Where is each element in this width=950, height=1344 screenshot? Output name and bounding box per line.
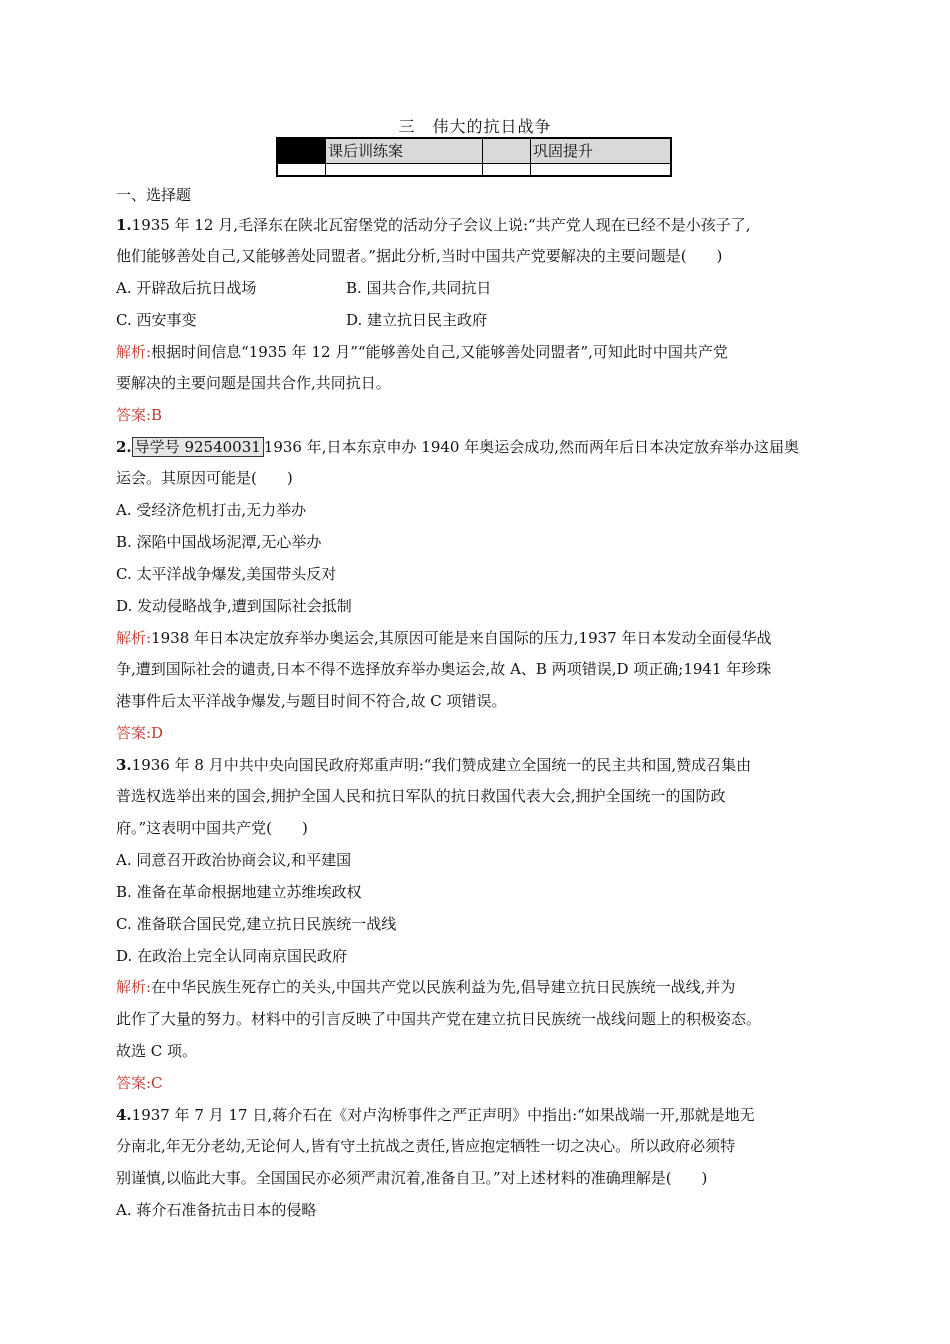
guide-number-link[interactable]: 导学号 92540031 [132, 437, 264, 457]
analysis-text: 根据时间信息“1935 年 12 月”“能够善处自己,又能够善处同盟者”,可知此时中国共产党 [151, 343, 728, 361]
question-number: 3. [116, 756, 132, 774]
analysis-label: 解析: [116, 629, 152, 647]
empty-cell [531, 164, 670, 175]
question-stem: 1936 年,日本东京申办 1940 年奥运会成功,然而两年后日本决定放弃举办这届奥 [263, 438, 799, 456]
answer: 答案:D [116, 724, 164, 742]
analysis-text: 1938 年日本决定放弃举办奥运会,其原因可能是来自国际的压力,1937 年日本发动全面侵华战 [151, 629, 772, 647]
analysis-text: 此作了大量的努力。材料中的引言反映了中国共产党在建立抗日民族统一战线问题上的积极姿态。 [116, 1010, 762, 1028]
option-d: D. 建立抗日民主政府 [346, 311, 488, 329]
option-a: A. 蒋介石准备抗击日本的侵略 [116, 1201, 317, 1219]
question-stem: 普选权选举出来的国会,拥护全国人民和抗日军队的抗日救国代表大会,拥护全国统一的国防政 [116, 787, 726, 805]
section-heading: 一、选择题 [116, 186, 192, 204]
header-table [276, 137, 672, 177]
option-c: C. 准备联合国民党,建立抗日民族统一战线 [116, 915, 397, 933]
option-b: B. 准备在革命根据地建立苏维埃政权 [116, 883, 362, 901]
question-stem: 别谨慎,以临此大事。全国国民亦必须严肃沉着,准备自卫。”对上述材料的准确理解是( ) [116, 1169, 708, 1187]
analysis-text: 港事件后太平洋战争爆发,与题目时间不符合,故 C 项错误。 [116, 692, 507, 710]
option-a: A. 同意召开政治协商会议,和平建国 [116, 851, 352, 869]
question-stem: 他们能够善处自己,又能够善处同盟者。”据此分析,当时中国共产党要解决的主要问题是( ) [116, 247, 723, 265]
header-consolidate-cell: 巩固提升 [533, 142, 594, 160]
question-stem: 分南北,年无分老幼,无论何人,皆有守土抗战之责任,皆应抱定牺牲一切之决心。所以政府必须特 [116, 1137, 736, 1155]
option-c: C. 西安事变 [116, 311, 197, 329]
question-number: 2. [116, 438, 132, 456]
header-marker-cell [278, 139, 326, 163]
analysis-text: 在中华民族生死存亡的关头,中国共产党以民族利益为先,倡导建立抗日民族统一战线,并为 [151, 978, 736, 996]
answer: 答案:B [116, 406, 163, 424]
header-training-cell: 课后训练案 [326, 139, 483, 163]
analysis-text: 要解决的主要问题是国共合作,共同抗日。 [116, 374, 391, 392]
analysis-text: 故选 C 项。 [116, 1042, 198, 1060]
empty-cell [278, 164, 326, 175]
option-a: A. 受经济危机打击,无力举办 [116, 501, 307, 519]
lesson-title: 三 伟大的抗日战争 [398, 117, 552, 136]
question-stem: 府。”这表明中国共产党( ) [116, 819, 308, 837]
option-b: B. 深陷中国战场泥潭,无心举办 [116, 533, 322, 551]
analysis-label: 解析: [116, 343, 152, 361]
header-blank-cell [483, 139, 531, 163]
empty-cell [483, 164, 531, 175]
option-c: C. 太平洋战争爆发,美国带头反对 [116, 565, 337, 583]
question-number: 1. [116, 216, 132, 234]
answer: 答案:C [116, 1074, 163, 1092]
question-stem: 运会。其原因可能是( ) [116, 469, 293, 487]
question-stem: 1937 年 7 月 17 日,蒋介石在《对卢沟桥事件之严正声明》中指出:“如果战端一开,那就是地无 [131, 1106, 755, 1124]
option-b: B. 国共合作,共同抗日 [346, 279, 492, 297]
option-d: D. 发动侵略战争,遭到国际社会抵制 [116, 597, 352, 615]
analysis-text: 争,遭到国际社会的谴责,日本不得不选择放弃举办奥运会,故 A、B 两项错误,D 项正确;1941 年珍珠 [116, 660, 772, 678]
header-empty-row [278, 164, 670, 175]
option-a: A. 开辟敌后抗日战场 [116, 279, 257, 297]
analysis-label: 解析: [116, 978, 152, 996]
question-stem: 1935 年 12 月,毛泽东在陕北瓦窑堡党的活动分子会议上说:“共产党人现在已经不是小孩子了, [131, 216, 751, 234]
empty-cell [326, 164, 483, 175]
option-d: D. 在政治上完全认同南京国民政府 [116, 947, 348, 965]
question-stem: 1936 年 8 月中共中央向国民政府郑重声明:“我们赞成建立全国统一的民主共和国,赞成召集由 [131, 756, 752, 774]
header-row [278, 139, 670, 164]
question-number: 4. [116, 1106, 132, 1124]
